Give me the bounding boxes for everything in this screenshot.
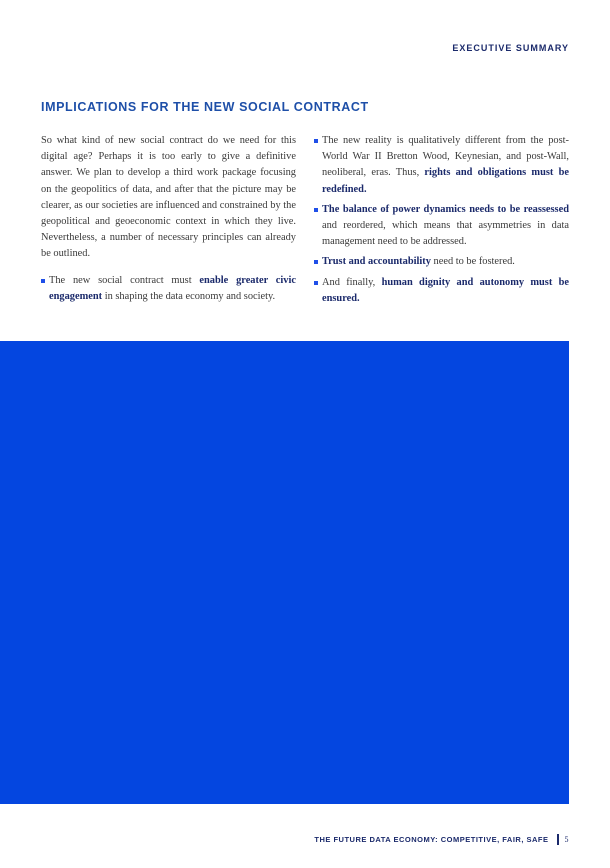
bullet-trust-accountability — [314, 254, 569, 270]
running-header: EXECUTIVE SUMMARY — [452, 43, 569, 53]
section-title: IMPLICATIONS FOR THE NEW SOCIAL CONTRACT — [41, 100, 369, 114]
bullet-text-pre: And finally, — [322, 276, 382, 288]
right-column — [314, 133, 569, 311]
bullet-text-bold: human dignity and autonomy must be ensured. — [322, 276, 569, 304]
left-column — [41, 133, 296, 309]
bullet-text-post: need to be fostered. — [430, 256, 515, 268]
bullet-text-pre: The new reality is qualitatively different from the post-World War II Bretton Wood, Keynesian, and post-Wall, neoliberal, eras. Thus, — [322, 135, 569, 179]
bullet-human-dignity — [314, 275, 569, 307]
bullet-text-bold: The balance of power dynamics needs to be reassessed — [322, 203, 569, 215]
bullet-square-icon — [314, 281, 318, 285]
bullet-power-dynamics — [314, 202, 569, 251]
bullet-text-bold: Trust and accountability — [322, 256, 431, 268]
bullet-rights-obligations — [314, 133, 569, 198]
bullet-square-icon — [314, 260, 318, 264]
bullet-text-bold: rights and obligations must be redefined. — [322, 167, 569, 195]
intro-paragraph: So what kind of new social contract do we need for this digital age? Perhaps it is too early to give a definitive answer. We plan to develop a third work package focusing on the geopolitics of data, and after that the picture may be clearer, as our societies are influenced and constrained by the geopolitical and geoeconomic context in which they live. Nevertheless, a number of necessary principles can already be outlined. — [41, 135, 296, 260]
decorative-blue-panel — [0, 341, 569, 804]
bullet-square-icon — [314, 208, 318, 212]
page-number: 5 — [564, 835, 569, 844]
bullet-text-pre: The new social contract must — [49, 274, 200, 286]
bullet-square-icon — [314, 139, 318, 143]
bullet-text-post: in shaping the data economy and society. — [102, 290, 276, 302]
footer-title: THE FUTURE DATA ECONOMY: COMPETITIVE, FAIR, SAFE — [314, 835, 549, 844]
bullet-civic-engagement — [41, 273, 296, 305]
page-footer — [314, 834, 569, 845]
bullet-text-post: and reordered, which means that asymmetries in data management need to be addressed. — [322, 220, 569, 248]
footer-separator — [557, 834, 559, 845]
bullet-text-bold: enable greater civic engagement — [49, 274, 296, 302]
bullet-square-icon — [41, 279, 45, 283]
